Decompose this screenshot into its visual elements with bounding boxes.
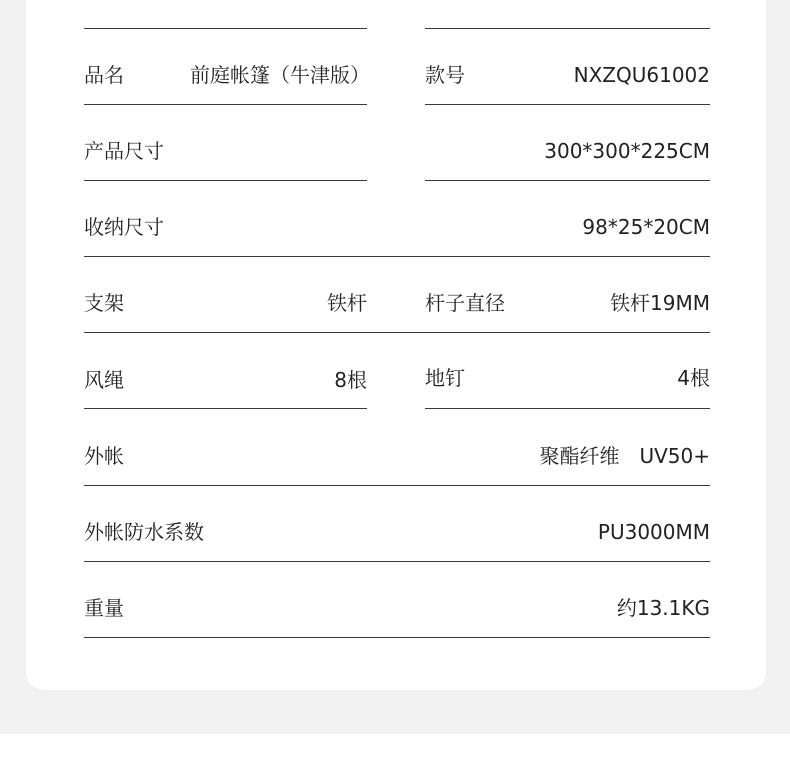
product-name-label: 品名 xyxy=(84,63,124,87)
waterproof-label: 外帐防水系数 xyxy=(84,520,204,544)
divider xyxy=(84,408,367,409)
stakes-label: 地钉 xyxy=(425,366,465,390)
packed-size-label: 收纳尺寸 xyxy=(84,215,164,239)
model-label: 款号 xyxy=(425,63,465,87)
divider xyxy=(425,408,710,409)
outer-tent-value: 聚酯纤维 UV50+ xyxy=(539,444,710,468)
pole-diameter-value: 铁杆19MM xyxy=(610,291,710,315)
size-label: 产品尺寸 xyxy=(84,139,164,163)
pole-diameter-label: 杆子直径 xyxy=(425,291,505,315)
model-value: NXZQU61002 xyxy=(573,63,710,87)
weight-label: 重量 xyxy=(84,596,124,620)
weight-value: 约13.1KG xyxy=(616,596,710,620)
divider xyxy=(84,104,367,105)
guy-rope-label: 风绳 xyxy=(84,368,124,392)
divider xyxy=(425,104,710,105)
size-value: 300*300*225CM xyxy=(544,139,710,163)
divider xyxy=(84,256,710,257)
stakes-value: 4根 xyxy=(677,366,710,390)
divider xyxy=(84,561,710,562)
divider xyxy=(84,180,367,181)
divider xyxy=(425,180,710,181)
divider xyxy=(84,485,710,486)
waterproof-value: PU3000MM xyxy=(597,520,710,544)
packed-size-value: 98*25*20CM xyxy=(582,215,710,239)
guy-rope-value: 8根 xyxy=(334,368,367,392)
divider xyxy=(84,28,367,29)
frame-value: 铁杆 xyxy=(327,291,367,315)
divider xyxy=(84,332,710,333)
product-name-value: 前庭帐篷（牛津版） xyxy=(190,63,370,87)
divider xyxy=(425,28,710,29)
outer-tent-label: 外帐 xyxy=(84,444,124,468)
divider xyxy=(84,637,710,638)
frame-label: 支架 xyxy=(84,291,124,315)
